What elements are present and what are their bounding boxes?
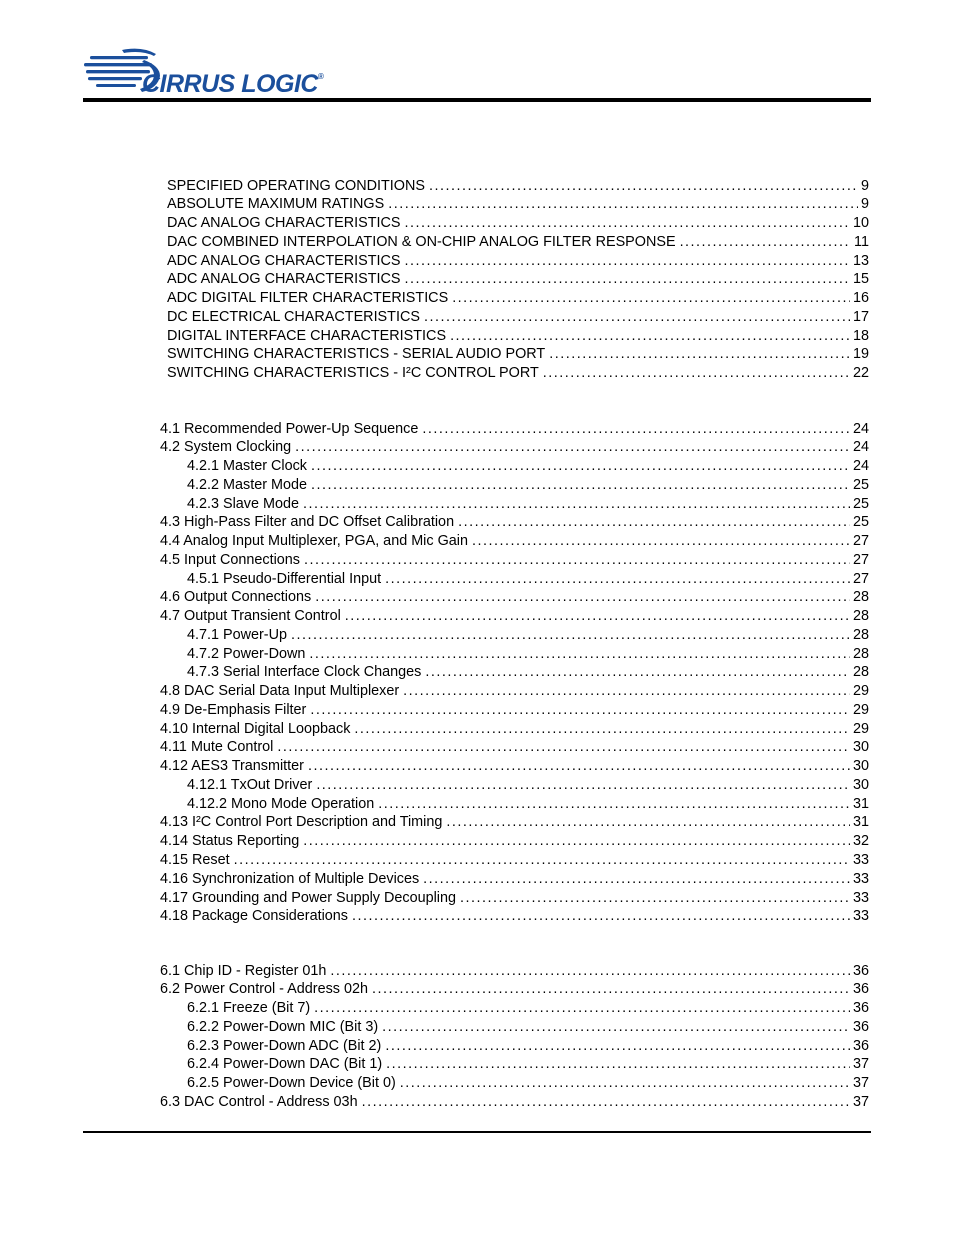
toc-entry-title: 4.5 Input Connections xyxy=(160,551,301,568)
toc-leader-dots xyxy=(422,420,850,438)
toc-entry[interactable] xyxy=(160,682,869,700)
toc-leader-dots xyxy=(277,738,850,756)
toc-entry-title: 4.7.1 Power-Up xyxy=(187,626,287,643)
toc-entry-page: 31 xyxy=(852,795,869,812)
toc-entry-title: 4.7.2 Power-Down xyxy=(187,645,306,662)
toc-entry-title: 4.2.2 Master Mode xyxy=(187,476,307,493)
toc-leader-dots xyxy=(405,252,850,270)
toc-leader-dots xyxy=(425,663,850,681)
toc-entry-page: 37 xyxy=(852,1056,869,1073)
toc-entry-page: 22 xyxy=(852,365,869,381)
toc-entry[interactable] xyxy=(187,795,869,813)
toc-entry[interactable] xyxy=(187,476,869,494)
toc-entry-title: 4.11 Mute Control xyxy=(160,739,274,756)
toc-entry-title: 4.14 Status Reporting xyxy=(160,833,300,850)
toc-entry[interactable] xyxy=(167,345,869,363)
toc-leader-dots xyxy=(424,308,850,326)
toc-entry-page: 24 xyxy=(852,420,869,437)
toc-entry-page: 33 xyxy=(852,908,869,925)
toc-entry[interactable] xyxy=(167,195,869,213)
toc-entry-page: 36 xyxy=(852,1000,869,1016)
toc-entry-page: 9 xyxy=(860,196,869,213)
toc-entry-page: 30 xyxy=(852,758,869,775)
toc-entry-title: 6.2.4 Power-Down DAC (Bit 1) xyxy=(187,1056,383,1073)
toc-entry[interactable] xyxy=(167,327,869,345)
toc-entry-page: 28 xyxy=(852,626,869,643)
toc-entry-title: 4.17 Grounding and Power Supply Decoupling xyxy=(160,889,457,906)
toc-entry-page: 24 xyxy=(852,458,869,475)
toc-entry[interactable] xyxy=(167,308,869,326)
toc-leader-dots xyxy=(446,813,850,831)
toc-entry[interactable] xyxy=(160,870,869,888)
company-logo-text: CIRRUS LOGIC® xyxy=(142,70,324,98)
toc-entry-title: SWITCHING CHARACTERISTICS - I²C CONTROL PORT xyxy=(167,365,539,381)
footer-rule xyxy=(83,1131,871,1133)
toc-entry-page: 33 xyxy=(852,870,869,887)
header-rule xyxy=(83,98,871,102)
toc-entry-title: 4.6 Output Connections xyxy=(160,589,312,606)
toc-leader-dots xyxy=(405,270,850,288)
toc-leader-dots xyxy=(472,532,850,550)
toc-entry[interactable] xyxy=(187,495,869,513)
toc-entry[interactable] xyxy=(160,588,869,606)
toc-leader-dots xyxy=(303,495,850,513)
toc-entry[interactable] xyxy=(160,889,869,907)
toc-entry-title: 4.13 I²C Control Port Description and Timing xyxy=(160,814,443,831)
toc-entry-page: 28 xyxy=(852,589,869,606)
toc-leader-dots xyxy=(311,476,850,494)
toc-leader-dots xyxy=(315,588,850,606)
toc-entry-page: 25 xyxy=(852,495,869,512)
toc-leader-dots xyxy=(403,682,850,700)
toc-entry-page: 36 xyxy=(852,962,869,979)
toc-entry-page: 27 xyxy=(852,533,869,550)
toc-leader-dots xyxy=(458,513,850,531)
toc-entry[interactable] xyxy=(167,364,869,382)
toc-entry-page: 19 xyxy=(852,346,869,363)
toc-leader-dots xyxy=(405,214,850,232)
toc-leader-dots xyxy=(316,776,850,794)
toc-entry-page: 10 xyxy=(852,215,869,231)
toc-entry-title: ABSOLUTE MAXIMUM RATINGS xyxy=(167,196,385,213)
toc-entry-page: 29 xyxy=(852,720,869,737)
toc-entry-title: 4.1 Recommended Power-Up Sequence xyxy=(160,420,419,437)
toc-entry[interactable] xyxy=(160,720,869,738)
toc-leader-dots xyxy=(680,233,851,251)
toc-entry-page: 27 xyxy=(852,551,869,568)
toc-entry-title: 4.12.1 TxOut Driver xyxy=(187,776,313,793)
toc-entry-title: 6.2.3 Power-Down ADC (Bit 2) xyxy=(187,1037,382,1054)
toc-leader-dots xyxy=(354,720,850,738)
toc-leader-dots xyxy=(291,626,850,644)
toc-leader-dots xyxy=(386,1055,850,1073)
toc-entry-page: 24 xyxy=(852,439,869,456)
toc-leader-dots xyxy=(423,870,850,888)
toc-entry[interactable] xyxy=(160,1093,869,1111)
toc-leader-dots xyxy=(388,195,858,213)
toc-entry-page: 9 xyxy=(860,177,869,194)
toc-leader-dots xyxy=(304,551,850,569)
toc-entry-title: 4.9 De-Emphasis Filter xyxy=(160,701,307,718)
toc-entry-page: 36 xyxy=(852,1018,869,1035)
toc-leader-dots xyxy=(311,457,850,475)
toc-entry-title: 4.5.1 Pseudo-Differential Input xyxy=(187,570,382,587)
toc-leader-dots xyxy=(450,327,850,345)
toc-entry[interactable] xyxy=(187,457,869,475)
toc-entry-page: 16 xyxy=(852,290,869,306)
toc-entry-page: 31 xyxy=(852,814,869,831)
toc-entry-title: 4.16 Synchronization of Multiple Devices xyxy=(160,870,420,887)
toc-entry[interactable] xyxy=(167,270,869,288)
toc-entry[interactable] xyxy=(160,420,869,438)
toc-entry[interactable] xyxy=(187,663,869,681)
toc-entry-title: 6.2 Power Control - Address 02h xyxy=(160,981,368,998)
toc-leader-dots xyxy=(460,889,850,907)
toc-entry[interactable] xyxy=(160,607,869,625)
toc-entry-page: 11 xyxy=(854,233,869,250)
toc-entry[interactable] xyxy=(160,980,869,998)
toc-entry-title: 4.2 System Clocking xyxy=(160,439,292,456)
toc-entry[interactable] xyxy=(187,999,869,1017)
toc-entry[interactable] xyxy=(160,851,869,869)
toc-entry-title: 6.1 Chip ID - Register 01h xyxy=(160,962,327,979)
toc-entry-page: 32 xyxy=(852,833,869,850)
toc-entry-title: DIGITAL INTERFACE CHARACTERISTICS xyxy=(167,327,447,344)
toc-entry-title: DAC COMBINED INTERPOLATION & ON-CHIP ANALOG FILTER RESPONSE xyxy=(167,233,676,250)
toc-entry-page: 33 xyxy=(852,851,869,868)
toc-entry-title: 6.2.5 Power-Down Device (Bit 0) xyxy=(187,1075,396,1091)
toc-entry-page: 25 xyxy=(852,514,869,531)
toc-entry-title: DAC ANALOG CHARACTERISTICS xyxy=(167,215,401,231)
toc-entry[interactable] xyxy=(160,832,869,850)
toc-entry[interactable] xyxy=(167,214,869,232)
toc-entry[interactable] xyxy=(187,776,869,794)
toc-entry-title: 4.15 Reset xyxy=(160,851,230,868)
toc-entry-page: 27 xyxy=(852,570,869,587)
toc-leader-dots xyxy=(352,907,850,925)
toc-entry[interactable] xyxy=(160,701,869,719)
toc-entry-title: 4.2.3 Slave Mode xyxy=(187,495,299,512)
toc-leader-dots xyxy=(330,962,850,980)
toc-entry[interactable] xyxy=(160,757,869,775)
toc-entry-title: 6.2.1 Freeze (Bit 7) xyxy=(187,1000,311,1016)
toc-leader-dots xyxy=(549,345,850,363)
toc-entry-page: 18 xyxy=(852,327,869,344)
toc-entry-page: 37 xyxy=(852,1075,869,1091)
toc-leader-dots xyxy=(385,1037,850,1055)
toc-entry[interactable] xyxy=(167,233,869,251)
toc-entry-page: 13 xyxy=(852,252,869,269)
toc-leader-dots xyxy=(372,980,850,998)
toc-entry[interactable] xyxy=(187,1018,869,1036)
toc-entry-page: 37 xyxy=(852,1093,869,1110)
toc-entry[interactable] xyxy=(187,626,869,644)
toc-entry-title: 4.2.1 Master Clock xyxy=(187,458,307,475)
toc-entry-title: ADC ANALOG CHARACTERISTICS xyxy=(167,271,401,288)
toc-entry-title: 6.2.2 Power-Down MIC (Bit 3) xyxy=(187,1018,379,1035)
toc-entry[interactable] xyxy=(160,962,869,980)
toc-entry-page: 17 xyxy=(852,308,869,325)
toc-entry-page: 28 xyxy=(852,664,869,681)
toc-leader-dots xyxy=(234,851,850,869)
toc-entry[interactable] xyxy=(160,813,869,831)
toc-leader-dots xyxy=(308,757,850,775)
toc-entry[interactable] xyxy=(187,1055,869,1073)
toc-entry-page: 30 xyxy=(852,739,869,756)
toc-leader-dots xyxy=(303,832,850,850)
toc-entry[interactable] xyxy=(160,532,869,550)
toc-entry-title: 4.7.3 Serial Interface Clock Changes xyxy=(187,664,422,681)
toc-entry-page: 28 xyxy=(852,645,869,662)
toc-entry-title: 4.3 High-Pass Filter and DC Offset Calibration xyxy=(160,514,455,531)
toc-entry-page: 36 xyxy=(852,1037,869,1054)
toc-entry[interactable] xyxy=(187,645,869,663)
toc-entry[interactable] xyxy=(167,252,869,270)
toc-entry-title: 4.12 AES3 Transmitter xyxy=(160,758,304,775)
toc-entry-title: DC ELECTRICAL CHARACTERISTICS xyxy=(167,308,420,325)
toc-entry-title: ADC DIGITAL FILTER CHARACTERISTICS xyxy=(167,290,449,306)
toc-entry[interactable] xyxy=(160,438,869,456)
toc-entry-title: ADC ANALOG CHARACTERISTICS xyxy=(167,252,401,269)
toc-entry-page: 29 xyxy=(852,683,869,700)
toc-entry-title: 4.7 Output Transient Control xyxy=(160,608,341,625)
toc-leader-dots xyxy=(429,177,858,195)
toc-entry-title: SPECIFIED OPERATING CONDITIONS xyxy=(167,177,425,194)
toc-entry-title: 4.18 Package Considerations xyxy=(160,908,348,925)
toc-leader-dots xyxy=(362,1093,850,1111)
toc-entry[interactable] xyxy=(187,1037,869,1055)
toc-entry[interactable] xyxy=(187,570,869,588)
toc-leader-dots xyxy=(378,795,850,813)
toc-leader-dots xyxy=(295,438,850,456)
toc-entry[interactable] xyxy=(160,738,869,756)
toc-leader-dots xyxy=(400,1074,850,1092)
toc-entry-page: 33 xyxy=(852,889,869,906)
toc-entry-page: 25 xyxy=(852,476,869,493)
toc-leader-dots xyxy=(345,607,850,625)
toc-entry-title: 4.12.2 Mono Mode Operation xyxy=(187,795,375,812)
toc-entry-title: 4.4 Analog Input Multiplexer, PGA, and Mic Gain xyxy=(160,533,468,550)
toc-entry-title: 4.8 DAC Serial Data Input Multiplexer xyxy=(160,683,400,700)
toc-leader-dots xyxy=(314,999,850,1017)
toc-entry[interactable] xyxy=(160,513,869,531)
toc-entry[interactable] xyxy=(167,177,869,195)
toc-entry-page: 28 xyxy=(852,608,869,625)
toc-leader-dots xyxy=(543,364,850,382)
toc-entry-page: 36 xyxy=(852,981,869,998)
toc-entry-title: 6.3 DAC Control - Address 03h xyxy=(160,1093,358,1110)
toc-entry-page: 30 xyxy=(852,776,869,793)
toc-leader-dots xyxy=(309,645,850,663)
toc-entry[interactable] xyxy=(160,907,869,925)
toc-leader-dots xyxy=(385,570,850,588)
toc-leader-dots xyxy=(310,701,850,719)
toc-entry-page: 15 xyxy=(852,271,869,288)
toc-entry-page: 29 xyxy=(852,701,869,718)
toc-leader-dots xyxy=(382,1018,850,1036)
toc-entry[interactable] xyxy=(160,551,869,569)
toc-entry-title: SWITCHING CHARACTERISTICS - SERIAL AUDIO PORT xyxy=(167,346,546,363)
toc-entry[interactable] xyxy=(187,1074,869,1092)
toc-entry-title: 4.10 Internal Digital Loopback xyxy=(160,720,351,737)
toc-leader-dots xyxy=(452,289,850,307)
toc-entry[interactable] xyxy=(167,289,869,307)
